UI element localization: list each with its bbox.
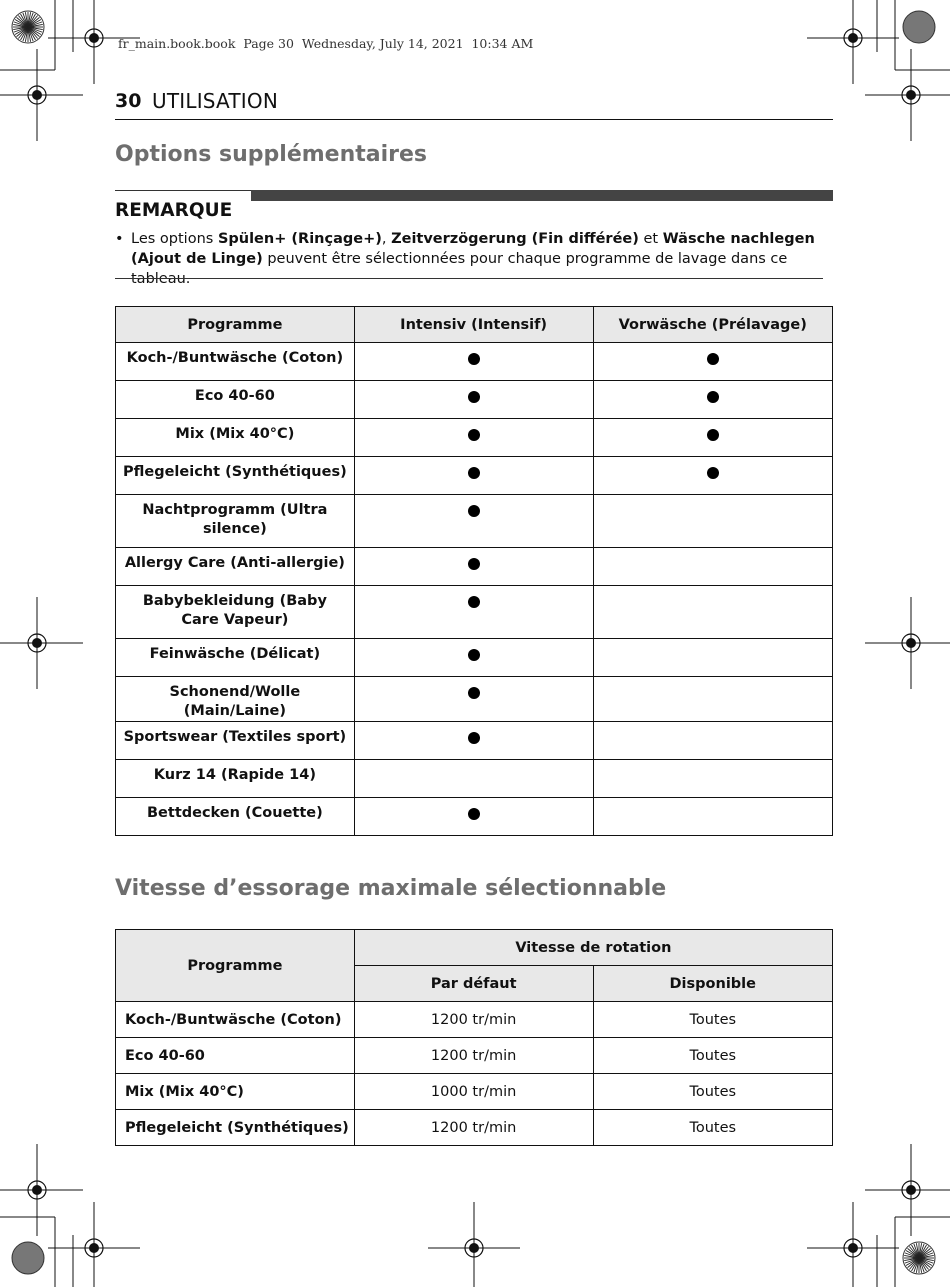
gray-target-icon [12, 1242, 44, 1274]
filled-dot-icon [468, 353, 480, 365]
default-cell: 1200 tr/min [354, 1110, 593, 1146]
intensiv-cell [354, 722, 593, 760]
vorwaesche-cell [593, 343, 833, 381]
table-row [116, 457, 833, 495]
note-fragment: peuvent être sélectionnées pour chaque programme de lavage dans ce tableau. [131, 251, 788, 287]
note-divider-thick [251, 190, 833, 201]
note-emphasis: Wäsche nachlegen (Ajout de Linge) [131, 231, 815, 267]
filled-dot-icon [468, 687, 480, 699]
vorwaesche-cell [593, 457, 833, 495]
vorwaesche-cell [593, 760, 833, 798]
vorwaesche-cell [593, 722, 833, 760]
registration-mark-icon [0, 1144, 83, 1236]
column-header: Programme [116, 307, 355, 343]
programme-cell: Koch-/Buntwäsche (Coton) [116, 1002, 355, 1038]
starburst-target-icon [903, 1242, 935, 1274]
programme-cell: Bettdecken (Couette) [116, 798, 355, 836]
intensiv-cell [354, 677, 593, 722]
filled-dot-icon [468, 649, 480, 661]
table-row [116, 343, 833, 381]
note-paragraph [131, 229, 825, 289]
column-header: Programme [116, 930, 355, 1002]
vorwaesche-cell [593, 548, 833, 586]
filled-dot-icon [468, 732, 480, 744]
note-fragment: Les options [131, 231, 218, 247]
column-header: Intensiv (Intensif) [354, 307, 593, 343]
registration-mark-icon [865, 1144, 950, 1236]
default-cell: 1200 tr/min [354, 1038, 593, 1074]
note-fragment: , [381, 231, 392, 247]
bullet: • [115, 231, 124, 247]
column-header: Vorwäsche (Prélavage) [593, 307, 833, 343]
programme-cell: Sportswear (Textiles sport) [116, 722, 355, 760]
table-row [116, 1074, 833, 1110]
registration-mark-icon [807, 1202, 899, 1287]
filled-dot-icon [468, 467, 480, 479]
intensiv-cell [354, 457, 593, 495]
registration-mark-icon [865, 49, 950, 141]
filled-dot-icon [707, 353, 719, 365]
note-emphasis: Spülen+ (Rinçage+) [217, 231, 382, 247]
options-table [115, 306, 833, 836]
programme-cell: Feinwäsche (Délicat) [116, 639, 355, 677]
table-row [116, 639, 833, 677]
intensiv-cell [354, 419, 593, 457]
vorwaesche-cell [593, 677, 833, 722]
note-bottom-rule [115, 278, 823, 279]
vorwaesche-cell [593, 419, 833, 457]
programme-cell: Schonend/Wolle (Main/Laine) [116, 677, 355, 722]
available-cell: Toutes [593, 1110, 833, 1146]
page-header [115, 89, 833, 120]
gray-target-icon [903, 11, 935, 43]
programme-cell: Mix (Mix 40°C) [116, 419, 355, 457]
filled-dot-icon [707, 391, 719, 403]
vorwaesche-cell [593, 495, 833, 548]
programme-cell: Kurz 14 (Rapide 14) [116, 760, 355, 798]
note-divider-thin [115, 190, 253, 191]
table-row [116, 722, 833, 760]
filled-dot-icon [468, 391, 480, 403]
note-fragment: et [638, 231, 663, 247]
filled-dot-icon [468, 505, 480, 517]
note-title: REMARQUE [115, 200, 233, 221]
table-row [116, 760, 833, 798]
filled-dot-icon [468, 808, 480, 820]
intensiv-cell [354, 343, 593, 381]
table-row [116, 1002, 833, 1038]
vorwaesche-cell [593, 381, 833, 419]
default-cell: 1200 tr/min [354, 1002, 593, 1038]
intensiv-cell [354, 798, 593, 836]
intensiv-cell [354, 381, 593, 419]
intensiv-cell [354, 639, 593, 677]
starburst-target-icon [12, 11, 44, 43]
options-heading: Options supplémentaires [115, 142, 428, 167]
available-cell: Toutes [593, 1038, 833, 1074]
table-row [116, 495, 833, 548]
table-row [116, 1038, 833, 1074]
note-emphasis: Zeitverzögerung (Fin différée) [391, 231, 639, 247]
filled-dot-icon [468, 429, 480, 441]
filled-dot-icon [468, 596, 480, 608]
default-cell: 1000 tr/min [354, 1074, 593, 1110]
filled-dot-icon [707, 467, 719, 479]
spin-speed-table [115, 929, 833, 1146]
available-cell: Toutes [593, 1074, 833, 1110]
programme-cell: Koch-/Buntwäsche (Coton) [116, 343, 355, 381]
options-table-header-row [116, 307, 833, 343]
registration-mark-icon [428, 1202, 520, 1287]
table-row [116, 419, 833, 457]
intensiv-cell [354, 586, 593, 639]
table-row [116, 586, 833, 639]
intensiv-cell [354, 760, 593, 798]
note-text [115, 229, 825, 289]
programme-cell: Pflegeleicht (Synthétiques) [116, 1110, 355, 1146]
column-header: Par défaut [354, 966, 593, 1002]
group-header: Vitesse de rotation [354, 930, 832, 966]
registration-mark-icon [48, 1202, 140, 1287]
available-cell: Toutes [593, 1002, 833, 1038]
registration-mark-icon [865, 597, 950, 689]
column-header: Disponible [593, 966, 833, 1002]
programme-cell: Mix (Mix 40°C) [116, 1074, 355, 1110]
table-row [116, 381, 833, 419]
programme-cell: Babybekleidung (Baby Care Vapeur) [116, 586, 355, 639]
programme-cell: Nachtprogramm (Ultra silence) [116, 495, 355, 548]
programme-cell: Eco 40-60 [116, 1038, 355, 1074]
table-row [116, 1110, 833, 1146]
filled-dot-icon [468, 558, 480, 570]
registration-mark-icon [807, 0, 899, 84]
section-title: UTILISATION [152, 89, 279, 113]
filled-dot-icon [707, 429, 719, 441]
spin-speed-heading: Vitesse d’essorage maximale sélectionnable [115, 876, 667, 901]
table-row [116, 677, 833, 722]
spin-table-header-row [116, 930, 833, 966]
vorwaesche-cell [593, 639, 833, 677]
programme-cell: Eco 40-60 [116, 381, 355, 419]
intensiv-cell [354, 495, 593, 548]
vorwaesche-cell [593, 798, 833, 836]
programme-cell: Allergy Care (Anti-allergie) [116, 548, 355, 586]
table-row [116, 548, 833, 586]
page-number: 30 [115, 90, 142, 112]
table-row [116, 798, 833, 836]
registration-mark-icon [0, 597, 83, 689]
intensiv-cell [354, 548, 593, 586]
print-slug: fr_main.book.book Page 30 Wednesday, July 14, 2021 10:34 AM [118, 36, 534, 51]
registration-mark-icon [0, 49, 83, 141]
programme-cell: Pflegeleicht (Synthétiques) [116, 457, 355, 495]
vorwaesche-cell [593, 586, 833, 639]
